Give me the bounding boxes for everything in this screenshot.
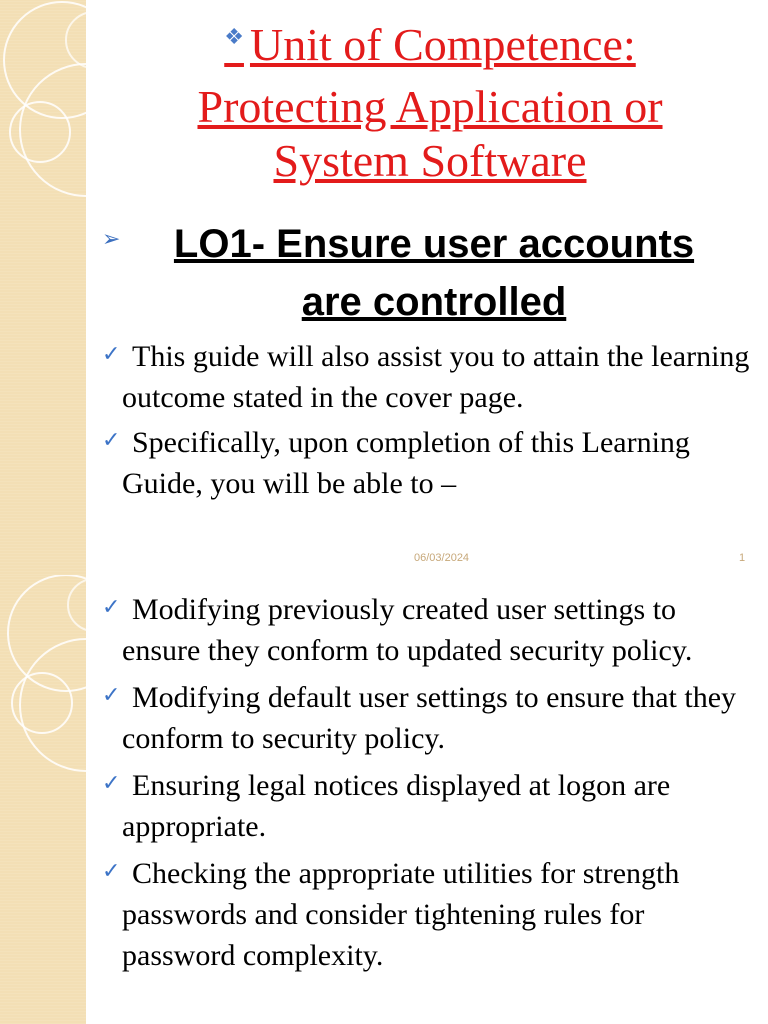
checkmark-icon: ✓ xyxy=(102,594,121,619)
list-item: ✓ Checking the appropriate utilities for strength passwords and consider tightening rules for password complexity. xyxy=(100,853,760,976)
list-item: ✓ Modifying previously created user settings to ensure they conform to updated security policy. xyxy=(100,589,760,671)
decorative-circles-icon xyxy=(0,0,86,575)
decorative-side-band xyxy=(0,0,86,575)
checkmark-icon: ✓ xyxy=(102,770,121,795)
intro-bullet-list xyxy=(100,336,760,504)
decorative-side-band xyxy=(0,575,86,1024)
lo-line: LO1- Ensure user accounts xyxy=(173,222,695,266)
checkmark-icon: ✓ xyxy=(102,341,121,366)
arrow-bullet-icon: ➢ xyxy=(102,227,121,252)
slide-number: 1 xyxy=(739,552,746,564)
diamond-bullet-icon: ❖ xyxy=(224,24,244,49)
list-item: ✓ Specifically, upon completion of this Learning Guide, you will be able to – xyxy=(100,422,760,504)
list-item: ✓ This guide will also assist you to attain the learning outcome stated in the cover page. xyxy=(100,336,760,418)
list-item: ✓ Modifying default user settings to ensure that they conform to security policy. xyxy=(100,677,760,759)
lo-line: are controlled xyxy=(301,280,567,324)
title-line: Protecting Application or xyxy=(197,81,663,132)
objectives-bullet-list xyxy=(100,589,760,976)
decorative-circles-icon xyxy=(0,575,86,1024)
list-item: ✓ Ensuring legal notices displayed at logon are appropriate. xyxy=(100,765,760,847)
unit-title xyxy=(100,18,760,188)
slide-2 xyxy=(0,575,768,1024)
learning-outcome-heading xyxy=(100,215,768,331)
title-line: System Software xyxy=(273,135,587,186)
slide-date: 06/03/2024 xyxy=(414,552,470,564)
checkmark-icon: ✓ xyxy=(102,682,121,707)
title-line: ❖ Unit of Competence: xyxy=(224,19,636,70)
checkmark-icon: ✓ xyxy=(102,427,121,452)
checkmark-icon: ✓ xyxy=(102,858,121,883)
